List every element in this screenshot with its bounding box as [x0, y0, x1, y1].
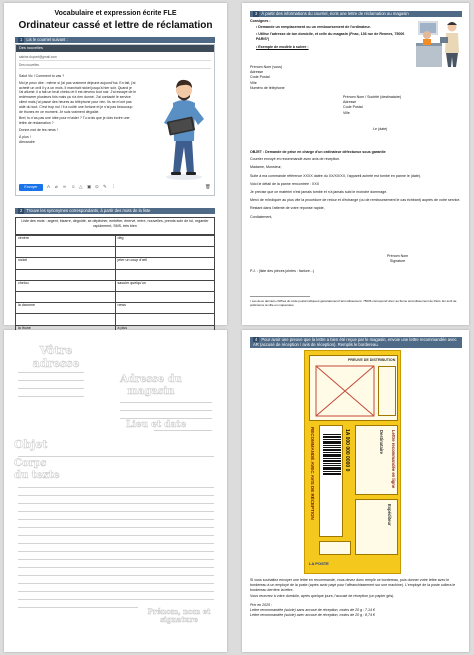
table-cell[interactable]: la thune [16, 325, 116, 336]
objet-line: OBJET : Demande de prise en charge d'un ordinateur défectueux sous garantie [250, 150, 386, 154]
emoji-icon[interactable]: ☺ [71, 184, 76, 189]
table-cell[interactable] [16, 314, 116, 325]
worksheet-page-1 [4, 3, 227, 330]
date-place-label: Lieu et date [126, 420, 187, 430]
date-line: Le (date) [373, 127, 388, 131]
table-cell[interactable]: vénère [16, 236, 116, 247]
send-button[interactable]: Envoyer [19, 184, 43, 191]
barcode-panel [319, 425, 343, 537]
table-cell[interactable]: dég [115, 236, 215, 247]
table-cell[interactable] [115, 247, 215, 258]
table-cell[interactable]: la daronne [16, 303, 116, 314]
email-from: sabine.dupont@gmail.com [19, 55, 57, 59]
email-window-title: Des nouvelles [16, 45, 214, 52]
worksheet-page-2 [242, 3, 469, 325]
worksheet-page-3 [4, 330, 227, 652]
consignes-list: • Demande un remplacement ou un remboursement de l'ordinateur. • Utilise l'adresse de ton domicile, et celle du magasin (Fnac, 136 rue de Rennes, 75006 PARIS¹) • Exemple de modèle à suivre : [256, 25, 405, 49]
la-poste-logo: LA POSTE [309, 561, 329, 566]
lettre-label: Lettre recommandée en ligne [391, 430, 396, 489]
sender-label: Vôtre adresse [32, 344, 80, 371]
worksheet-subtitle: Ordinateur cassé et lettre de réclamation [18, 20, 213, 31]
table-cell[interactable] [16, 291, 116, 302]
table-cell[interactable] [16, 269, 116, 280]
section-1-header: 1 Lis le courriel suivant : [15, 37, 215, 43]
table-cell[interactable]: nickel [16, 258, 116, 269]
word-list: Liste des mots : argent, bizarre, dégoûté, se dépêcher, embêter, énervé, mère, nouvelles, prends soin de toi, regarder rapidement, SMS, très bien [15, 217, 215, 235]
registered-letter-receipt [304, 350, 401, 574]
drive-icon[interactable]: △ [79, 184, 83, 189]
email-body: Salut Vic ! Comment tu vas ? Moi je peux dire : même si j'ai pas vraiment déjeuné aujourd'hui. En fait, j'ai acheté un ordi il y a un mois. Il marchait nickel jusqu'à hier soir. Quand je l'ai allumé, il a fait un bruit chelou et il est devenu tout noir. J'ai essayé de le redémarrer plusieurs fois mais ça n'a rien donné. J'ai contacté le service client mais j'ai passé des heures au téléphone pour rien. Ils ne m'ont pas aidé du tout. C'est trop nul ! Il a coûté une fortune et je n'ai pas beaucoup de thunes en ce moment. Je suis vraiment dégoûté. Bref, tu n'as pas une idée pour m'aider ? Tu crois que je dois écrire une lettre de réclamation ? Donne-moi de tes news ! À plus ! Alexandre [19, 74, 137, 144]
table-cell[interactable]: news [115, 303, 215, 314]
cross-out-mark [314, 364, 376, 418]
recipient-block: Prénom Nom / Société (destinataire) Adresse Code Postal Ville [343, 95, 402, 115]
receipt-side-title: RECOMMANDÉ AVEC AVIS DE RÉCEPTION [310, 427, 315, 520]
closing-label: Prénom, nom et signature [147, 607, 211, 625]
pen-icon[interactable]: ✎ [103, 184, 107, 189]
attachments-line: P.J. : (liste des pièces jointes : facture...) [250, 269, 315, 273]
table-row [16, 269, 215, 280]
letter-body: OBJET : Demande de prise en charge d'un ordinateur défectueux sous garantie Courrier envoyé en recommandé avec avis de réception. Madame, Monsieur, Suite à ma commande référence XXXX datée du XX/XX/XX, l'appareil acheté est tombé en panne le (date). Voici le détail de la panne rencontrée : XXX Je précise que ce matériel n'est jamais tombé et n'a jamais subi le moindre dommage. Merci de m'indiquer au plus vite la procédure de retour et d'échange (ou de remboursement le cas échéant) auprès de votre service. Restant dans l'attente de votre réponse rapide, Cordialement, [250, 150, 461, 219]
receipt-header: PREUVE DE DISTRIBUTION [348, 358, 396, 362]
section-3-header: 3 À partir des informations du courriel, écris une lettre de réclamation au magasin [250, 11, 462, 17]
destinataire-label: Destinataire [379, 430, 384, 454]
complaint-desk-illustration [414, 15, 464, 69]
expediteur-label: Expéditeur [387, 504, 392, 526]
table-row [16, 314, 215, 325]
consignes-title: Consignes : [250, 19, 271, 23]
footnote: ¹ Les deux derniers chiffres du code postal indiquent généralement l'arrondissement. 75006 correspond donc au 6ème arrondissement de Paris. En écrit de préférence la ville en majuscules. [250, 299, 457, 307]
tracking-number: 1A 000 000 0000 0 [344, 429, 350, 472]
table-row [16, 303, 215, 314]
table-cell[interactable] [115, 269, 215, 280]
table-cell[interactable]: chelou [16, 280, 116, 291]
trash-icon[interactable]: 🗑 [205, 184, 211, 189]
receipt-explanation: Si vous souhaitez envoyer une lettre en recommandé, vous devez donc remplir ce bordereau, puis donner votre lettre avec le bordereau à un employé de la poste (après avoir payé pour l'affranchissement sur une machine). L'employé de la poste collera le bordereau derrière la lettre. Vous recevrez à votre domicile, après quelque jours, l'accusé de réception (un papier gris). Prix en 2025 : Lettre recommandée (suivie) sans accusé de réception, moins de 20 g : 7,14 € Lettre recommandée (suivie) avec accusé de réception, moins de 20 g : 8,74 € [250, 578, 456, 617]
table-cell[interactable] [115, 291, 215, 302]
section-2-header: 2 Trouve les synonymes correspondants, à partir des mots de la liste [15, 208, 215, 214]
signature-area[interactable] [319, 541, 351, 555]
worksheet-page-4 [242, 330, 469, 652]
stamp-box [378, 366, 396, 416]
format-icon[interactable]: A [47, 184, 51, 189]
more-icon[interactable]: ⋮ [111, 184, 116, 189]
table-cell[interactable] [115, 314, 215, 325]
table-row [16, 247, 215, 258]
signature-block: Prénom Nom Signature [387, 254, 409, 264]
section-4-header: 4 Pour avoir une preuve que la lettre a bien été reçue par le magasin, envoie une lettre recommandée avec AR (accusé de réception / avis de réception). Remplis le bordereau. [250, 337, 462, 348]
proof-of-delivery-panel[interactable] [309, 355, 398, 421]
attach-icon[interactable]: ⌀ [55, 184, 58, 189]
store-address-label: Adresse du magasin [120, 374, 182, 397]
table-row [16, 236, 215, 247]
email-toolbar [19, 183, 213, 193]
sender-block: Prénom Nom (vous) Adresse Code Postal Ville Numéro de téléphone [250, 65, 285, 90]
link-icon[interactable]: ∞ [63, 184, 67, 189]
sender-form[interactable] [355, 499, 398, 555]
image-icon[interactable]: ▣ [87, 184, 92, 189]
body-label: Corps du texte [14, 458, 60, 481]
barcode-icon [320, 426, 344, 538]
man-laptop-illustration [156, 73, 212, 181]
table-cell[interactable]: à plus [115, 325, 215, 336]
table-row [16, 280, 215, 291]
worksheet-title: Vocabulaire et expression écrite FLE [54, 10, 177, 17]
email-window [15, 44, 215, 196]
table-cell[interactable]: jeter un coup d'œil [115, 258, 215, 269]
objet-label: Objet [14, 438, 48, 451]
table-cell[interactable] [16, 247, 116, 258]
table-row [16, 291, 215, 302]
lock-icon[interactable]: ⊙ [95, 184, 99, 189]
recipient-form[interactable] [355, 425, 398, 495]
email-subject: Des nouvelles [19, 63, 40, 67]
table-row [16, 258, 215, 269]
table-cell[interactable]: saouler quelqu'un [115, 280, 215, 291]
